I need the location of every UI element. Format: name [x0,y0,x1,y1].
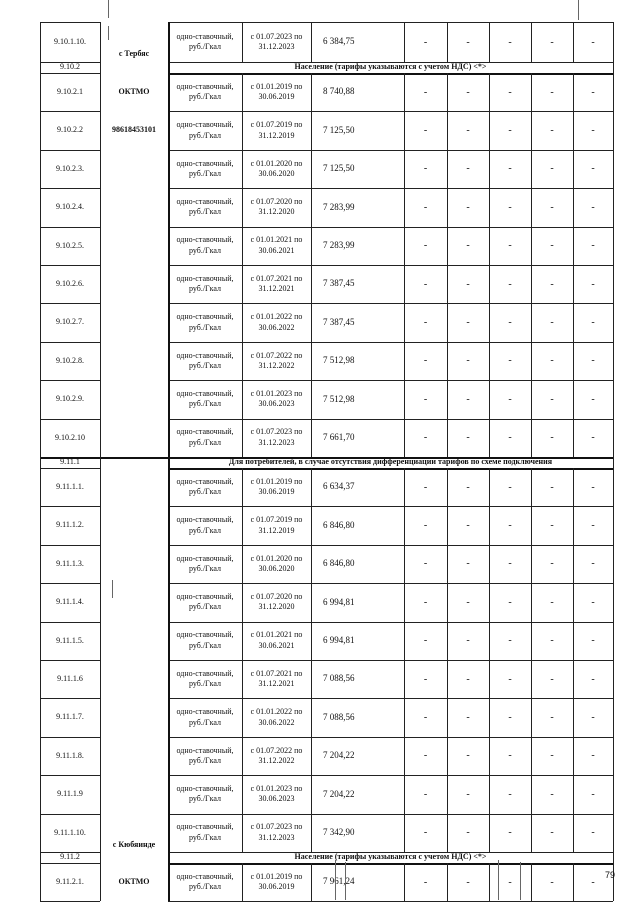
empty-value-dash: - [423,163,428,175]
tariff-value: 7 387,45 [323,316,355,327]
tariff-period: с 01.07.2021 по 31.12.2021 [250,273,303,294]
tariff-type: одно-ставочный, руб./Гкал [176,31,234,51]
tariff-type: одно-ставочный, руб./Гкал [176,388,234,409]
empty-value-dash: - [591,432,595,444]
tariff-type: одно-ставочный, руб./Гкал [176,120,234,140]
tariff-type: одно-ставочный, руб./Гкал [176,871,234,892]
empty-value-dash: - [550,788,554,800]
empty-value-dash: - [466,596,470,608]
tariff-type: одно-ставочный, руб./Гкал [176,515,234,535]
empty-value-dash: - [550,393,554,405]
tariff-period: с 01.01.2019 по 30.06.2019 [250,476,303,497]
empty-value-dash: - [466,481,470,493]
tariff-period: с 01.07.2022 по 31.12.2022 [250,745,303,765]
empty-value-dash: - [423,355,428,367]
tariff-type: одно-ставочный, руб./Гкал [176,312,234,332]
table-column-rule [573,73,574,457]
empty-value-dash: - [466,201,470,213]
empty-value-dash: - [550,201,554,213]
empty-value-dash: - [423,520,428,532]
empty-value-dash: - [508,201,512,213]
tariff-value: 7 204,22 [323,750,355,761]
row-number: 9.10.2.4. [56,202,84,212]
table-column-rule [447,468,448,852]
tariff-type: одно-ставочный, руб./Гкал [176,707,234,727]
row-number: 9.10.2.3. [56,163,84,173]
empty-value-dash: - [508,163,512,175]
empty-value-dash: - [508,393,512,405]
tariff-period: с 01.01.2020 по 30.06.2020 [250,158,303,178]
tariff-value: 7 125,50 [323,124,355,135]
empty-value-dash: - [550,355,554,367]
tariff-value: 6 846,80 [323,519,355,530]
tariff-type: одно-ставочный, руб./Гкал [176,235,234,255]
empty-value-dash: - [466,393,470,405]
table-column-rule [311,468,312,852]
tariff-type: одно-ставочный, руб./Гкал [176,553,234,573]
tariff-value: 7 387,45 [323,278,355,289]
tariff-value: 7 283,99 [323,201,355,212]
row-number: 9.11.1.5. [56,635,84,645]
empty-value-dash: - [550,36,554,48]
tariff-period: с 01.01.2021 по 30.06.2021 [250,235,303,255]
table-column-rule [531,73,532,457]
tariff-value: 7 088,56 [323,711,355,722]
settlement-label: с Тербяс [118,48,150,58]
empty-value-dash: - [466,432,470,444]
row-number: 9.11.2.1. [56,877,84,886]
tariff-period: с 01.07.2020 по 31.12.2020 [250,196,303,217]
empty-value-dash: - [423,125,428,137]
tariff-period: с 01.01.2022 по 30.06.2022 [250,312,303,332]
table-column-rule [447,73,448,457]
empty-value-dash: - [466,788,470,800]
table-column-rule [404,468,405,852]
row-number: 9.10.2.2 [57,125,83,135]
section-number: 9.11.2 [60,852,80,862]
table-column-rule [613,22,614,901]
empty-value-dash: - [550,596,554,608]
section-number: 9.11.1 [60,457,80,467]
table-column-rule [40,22,41,901]
section-title: Для потребителей, в случае отсутствия дифференциации тарифов по схеме подключения [228,457,553,467]
empty-value-dash: - [466,876,470,888]
empty-value-dash: - [508,481,512,493]
empty-value-dash: - [591,36,595,48]
empty-value-dash: - [466,36,470,48]
row-number: 9.11.1.9 [57,789,83,799]
empty-value-dash: - [508,86,512,98]
empty-value-dash: - [508,432,512,444]
empty-value-dash: - [591,201,595,213]
scan-artifact [520,862,521,900]
empty-value-dash: - [550,317,554,329]
table-column-rule [242,73,243,457]
row-number: 9.10.2.7. [56,317,84,327]
tariff-period: с 01.07.2019 по 31.12.2019 [250,120,303,140]
table-column-rule [242,863,243,901]
empty-value-dash: - [550,163,554,175]
tariff-value: 7 342,90 [323,826,355,837]
empty-value-dash: - [591,520,595,532]
scan-artifact [108,0,109,18]
row-number: 9.11.1.1. [56,482,84,491]
scan-artifact [498,860,499,900]
tariff-type: одно-ставочный, руб./Гкал [176,158,234,178]
table-column-rule [242,468,243,852]
empty-value-dash: - [508,596,512,608]
empty-value-dash: - [466,558,470,570]
row-number: 9.10.2.9. [56,394,84,404]
row-number: 9.11.1.2. [56,520,84,530]
tariff-type: одно-ставочный, руб./Гкал [176,196,234,217]
empty-value-dash: - [591,876,595,888]
table-column-rule [489,863,490,901]
empty-value-dash: - [466,278,470,290]
empty-value-dash: - [550,432,554,444]
empty-value-dash: - [591,278,595,290]
empty-value-dash: - [591,596,595,608]
row-number: 9.11.1.4. [56,597,84,607]
row-number: 9.11.1.7. [56,712,84,722]
table-column-rule [489,73,490,457]
tariff-period: с 01.07.2023 по 31.12.2023 [250,31,303,51]
empty-value-dash: - [508,520,512,532]
empty-value-dash: - [591,635,595,647]
empty-value-dash: - [550,712,554,724]
empty-value-dash: - [423,750,428,762]
tariff-type: одно-ставочный, руб./Гкал [176,81,234,102]
scan-artifact [345,862,346,900]
table-column-rule [573,863,574,901]
tariff-period: с 01.07.2023 по 31.12.2023 [250,427,303,447]
tariff-value: 6 384,75 [323,36,355,47]
empty-value-dash: - [550,750,554,762]
tariff-type: одно-ставочный, руб./Гкал [176,630,234,650]
tariff-value: 6 846,80 [323,558,355,569]
empty-value-dash: - [423,317,428,329]
tariff-period: с 01.07.2023 по 31.12.2023 [250,822,303,842]
row-number: 9.10.2.1 [57,87,83,96]
tariff-value: 7 512,98 [323,355,355,366]
settlement-label: с Кюбяинде [112,839,156,849]
empty-value-dash: - [466,317,470,329]
empty-value-dash: - [591,712,595,724]
oktmo-label: ОКТМО [118,86,150,96]
table-rule [168,901,613,902]
tariff-period: с 01.01.2019 по 30.06.2019 [250,81,303,102]
empty-value-dash: - [508,355,512,367]
table-column-rule [531,468,532,852]
empty-value-dash: - [508,125,512,137]
tariff-type: одно-ставочный, руб./Гкал [176,745,234,765]
empty-value-dash: - [550,635,554,647]
row-number: 9.10.1.10. [54,36,86,46]
empty-value-dash: - [550,481,554,493]
empty-value-dash: - [591,317,595,329]
tariff-value: 7 661,70 [323,431,355,442]
table-column-rule [404,863,405,901]
empty-value-dash: - [466,163,470,175]
empty-value-dash: - [466,86,470,98]
empty-value-dash: - [508,317,512,329]
empty-value-dash: - [508,712,512,724]
empty-value-dash: - [423,596,428,608]
table-column-rule [404,22,405,62]
section-title: Население (тарифы указываются с учетом НДС) <*> [294,62,487,72]
empty-value-dash: - [423,481,428,493]
empty-value-dash: - [591,240,595,252]
empty-value-dash: - [423,86,428,98]
tariff-type: одно-ставочный, руб./Гкал [176,591,234,612]
tariff-type: одно-ставочный, руб./Гкал [176,350,234,370]
tariff-period: с 01.07.2022 по 31.12.2022 [250,350,303,370]
scan-artifact [112,580,113,598]
tariff-period: с 01.01.2023 по 30.06.2023 [250,388,303,409]
empty-value-dash: - [591,750,595,762]
table-column-rule [168,22,170,901]
table-column-rule [100,22,101,901]
empty-value-dash: - [423,201,428,213]
tariff-value: 7 125,50 [323,163,355,174]
row-number: 9.11.1.6 [57,674,83,683]
tariff-value: 7 088,56 [323,673,355,684]
empty-value-dash: - [423,788,428,800]
empty-value-dash: - [591,827,595,839]
tariff-value: 6 994,81 [323,634,355,645]
table-column-rule [489,468,490,852]
empty-value-dash: - [508,558,512,570]
empty-value-dash: - [466,125,470,137]
empty-value-dash: - [423,827,428,839]
row-number: 9.11.1.3. [56,558,84,568]
tariff-type: одно-ставочный, руб./Гкал [176,273,234,294]
empty-value-dash: - [591,558,595,570]
empty-value-dash: - [508,635,512,647]
empty-value-dash: - [466,673,470,685]
empty-value-dash: - [423,635,428,647]
tariff-type: одно-ставочный, руб./Гкал [176,476,234,497]
empty-value-dash: - [508,673,512,685]
table-column-rule [242,22,243,62]
empty-value-dash: - [423,240,428,252]
empty-value-dash: - [423,558,428,570]
oktmo-label: ОКТМО [118,876,150,886]
empty-value-dash: - [423,712,428,724]
tariff-period: с 01.07.2019 по 31.12.2019 [250,515,303,535]
empty-value-dash: - [550,876,554,888]
table-column-rule [311,863,312,901]
empty-value-dash: - [508,827,512,839]
empty-value-dash: - [550,86,554,98]
table-column-rule [404,73,405,457]
empty-value-dash: - [550,278,554,290]
empty-value-dash: - [508,278,512,290]
empty-value-dash: - [466,827,470,839]
section-number: 9.10.2 [60,62,80,72]
table-column-rule [311,73,312,457]
row-number: 9.10.2.10 [55,432,85,442]
tariff-value: 6 634,37 [323,481,355,492]
tariff-period: с 01.01.2019 по 30.06.2019 [250,871,303,892]
empty-value-dash: - [423,36,428,48]
table-column-rule [573,468,574,852]
empty-value-dash: - [591,481,595,493]
empty-value-dash: - [508,788,512,800]
oktmo-code: 98618453101 [112,125,156,135]
empty-value-dash: - [423,876,428,888]
empty-value-dash: - [466,520,470,532]
empty-value-dash: - [423,393,428,405]
empty-value-dash: - [508,36,512,48]
empty-value-dash: - [550,125,554,137]
empty-value-dash: - [508,750,512,762]
empty-value-dash: - [550,240,554,252]
empty-value-dash: - [508,240,512,252]
tariff-value: 7 961,24 [323,876,355,887]
empty-value-dash: - [423,278,428,290]
empty-value-dash: - [591,355,595,367]
empty-value-dash: - [466,240,470,252]
tariff-period: с 01.07.2021 по 31.12.2021 [250,668,303,689]
tariff-type: одно-ставочный, руб./Гкал [176,668,234,689]
empty-value-dash: - [591,788,595,800]
empty-value-dash: - [423,432,428,444]
tariff-type: одно-ставочный, руб./Гкал [176,783,234,804]
empty-value-dash: - [423,673,428,685]
table-column-rule [531,863,532,901]
table-rule [40,901,100,902]
row-number: 9.11.1.10. [54,827,86,837]
empty-value-dash: - [508,876,512,888]
row-number: 9.10.2.8. [56,355,84,365]
empty-value-dash: - [550,520,554,532]
row-number: 9.11.1.8. [56,750,84,760]
empty-value-dash: - [550,827,554,839]
empty-value-dash: - [466,712,470,724]
section-title: Население (тарифы указываются с учетом НДС) <*> [294,852,487,862]
empty-value-dash: - [591,125,595,137]
tariff-value: 7 512,98 [323,393,355,404]
tariff-period: с 01.01.2022 по 30.06.2022 [250,707,303,727]
tariff-period: с 01.01.2021 по 30.06.2021 [250,630,303,650]
table-column-rule [447,863,448,901]
tariff-period: с 01.01.2020 по 30.06.2020 [250,553,303,573]
table-column-rule [489,22,490,62]
empty-value-dash: - [466,750,470,762]
empty-value-dash: - [591,673,595,685]
tariff-period: с 01.01.2023 по 30.06.2023 [250,783,303,804]
table-column-rule [447,22,448,62]
empty-value-dash: - [550,558,554,570]
empty-value-dash: - [591,163,595,175]
tariff-value: 7 204,22 [323,788,355,799]
table-column-rule [573,22,574,62]
empty-value-dash: - [466,355,470,367]
empty-value-dash: - [591,86,595,98]
table-column-rule [311,22,312,62]
tariff-value: 7 283,99 [323,239,355,250]
tariff-type: одно-ставочный, руб./Гкал [176,427,234,447]
row-number: 9.10.2.5. [56,240,84,250]
tariff-period: с 01.07.2020 по 31.12.2020 [250,591,303,612]
table-column-rule [531,22,532,62]
empty-value-dash: - [550,673,554,685]
tariff-value: 6 994,81 [323,596,355,607]
empty-value-dash: - [466,635,470,647]
page-number: 79 [605,870,616,880]
scan-artifact [578,0,579,20]
empty-value-dash: - [591,393,595,405]
row-number: 9.10.2.6. [56,279,84,288]
tariff-value: 8 740,88 [323,86,355,97]
tariff-type: одно-ставочный, руб./Гкал [176,822,234,842]
scan-artifact [108,26,109,40]
scan-artifact [335,860,336,900]
